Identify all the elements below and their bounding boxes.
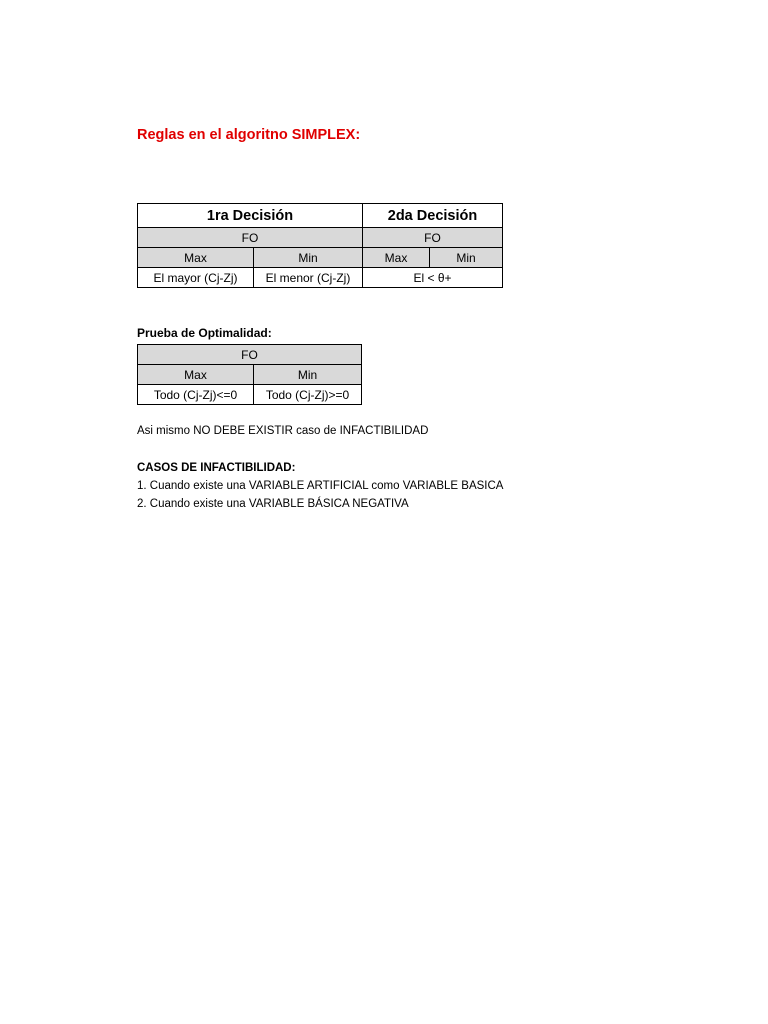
- infeasibility-heading: CASOS DE INFACTIBILIDAD:: [137, 462, 296, 474]
- optimality-table: [137, 344, 362, 405]
- min-header-2: Min: [430, 248, 503, 268]
- max-rule-cell-1: El mayor (Cj-Zj): [138, 268, 254, 288]
- first-decision-header: 1ra Decisión: [138, 204, 363, 228]
- table-row: [138, 268, 503, 288]
- min-rule-cell: Todo (Cj-Zj)>=0: [254, 385, 362, 405]
- table-row: [138, 248, 503, 268]
- max-header-1: Max: [138, 248, 254, 268]
- max-header-2: Max: [363, 248, 430, 268]
- table-row: [138, 345, 362, 365]
- infeasibility-note: Asi mismo NO DEBE EXISTIR caso de INFACTIBILIDAD: [137, 425, 429, 437]
- fo-header-1: FO: [138, 228, 363, 248]
- min-header-1: Min: [254, 248, 363, 268]
- table-row: [138, 204, 503, 228]
- fo-header: FO: [138, 345, 362, 365]
- optimality-heading: Prueba de Optimalidad:: [137, 326, 272, 340]
- page-title: Reglas en el algoritno SIMPLEX:: [137, 127, 361, 143]
- max-header: Max: [138, 365, 254, 385]
- table-row: [138, 228, 503, 248]
- fo-header-2: FO: [363, 228, 503, 248]
- rule-cell-2: El < θ+: [363, 268, 503, 288]
- min-header: Min: [254, 365, 362, 385]
- infeasibility-case-1: 1. Cuando existe una VARIABLE ARTIFICIAL como VARIABLE BASICA: [137, 480, 504, 492]
- infeasibility-case-2: 2. Cuando existe una VARIABLE BÁSICA NEGATIVA: [137, 498, 409, 510]
- decision-rules-table: [137, 203, 503, 288]
- min-rule-cell-1: El menor (Cj-Zj): [254, 268, 363, 288]
- max-rule-cell: Todo (Cj-Zj)<=0: [138, 385, 254, 405]
- table-row: [138, 365, 362, 385]
- table-row: [138, 385, 362, 405]
- second-decision-header: 2da Decisión: [363, 204, 503, 228]
